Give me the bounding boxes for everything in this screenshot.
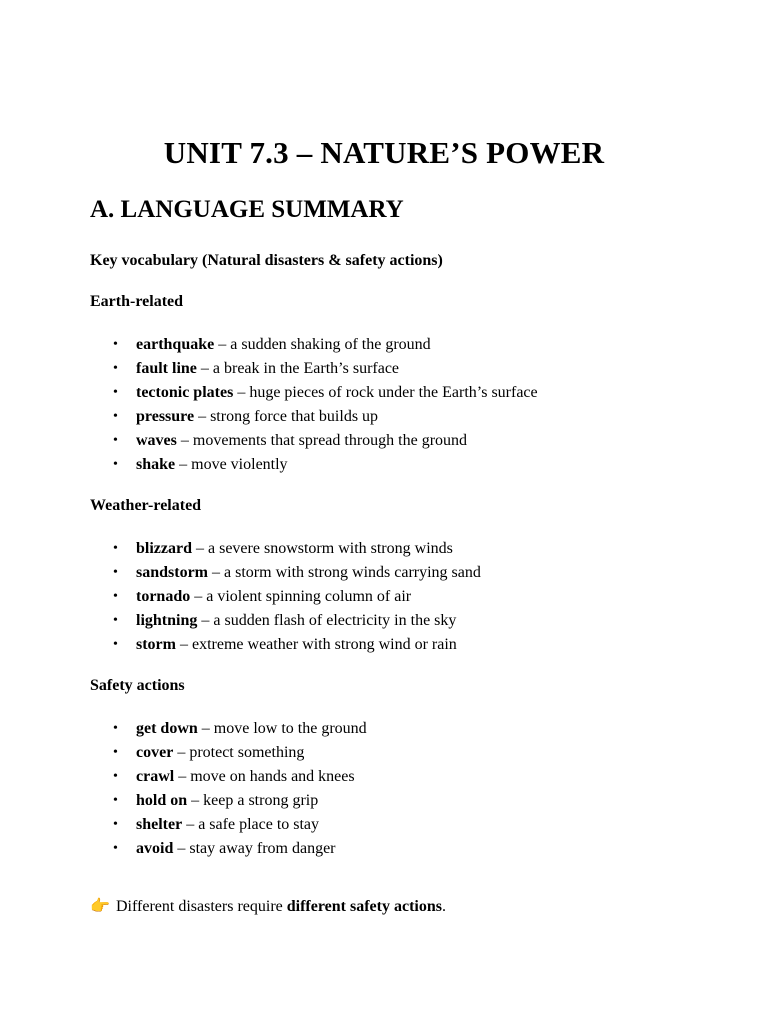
dash-separator: – xyxy=(182,816,199,833)
vocab-term: avoid xyxy=(136,840,174,857)
bullet-icon: • xyxy=(113,337,118,352)
list-item xyxy=(113,381,538,405)
bullet-icon: • xyxy=(113,433,118,448)
dash-separator: – xyxy=(190,588,207,605)
dash-separator: – xyxy=(173,744,190,761)
vocab-term: shelter xyxy=(136,816,183,833)
section-heading: A. LANGUAGE SUMMARY xyxy=(90,196,404,223)
vocab-definition: a severe snowstorm with strong winds xyxy=(208,540,453,557)
list-item xyxy=(113,837,367,861)
summary-note xyxy=(90,896,446,918)
bullet-icon: • xyxy=(113,721,118,736)
bullet-icon: • xyxy=(113,409,118,424)
vocab-definition: move low to the ground xyxy=(213,720,367,737)
bullet-icon: • xyxy=(113,589,118,604)
vocab-definition: keep a strong grip xyxy=(203,792,319,809)
dash-separator: – xyxy=(174,768,191,785)
vocab-term: cover xyxy=(136,744,174,761)
vocab-definition: a safe place to stay xyxy=(198,816,320,833)
list-item xyxy=(113,633,481,657)
dash-separator: – xyxy=(196,360,213,377)
pointing-hand-icon: 👉 xyxy=(90,898,110,915)
list-item xyxy=(113,609,481,633)
bullet-icon: • xyxy=(113,637,118,652)
vocab-definition: huge pieces of rock under the Earth’s surface xyxy=(249,384,538,401)
safety-actions-list xyxy=(113,717,367,861)
vocab-term: blizzard xyxy=(136,540,192,557)
list-item xyxy=(113,765,367,789)
bullet-icon: • xyxy=(113,385,118,400)
vocab-definition: strong force that builds up xyxy=(210,408,379,425)
bullet-icon: • xyxy=(113,541,118,556)
vocab-term: fault line xyxy=(136,360,197,377)
list-item xyxy=(113,789,367,813)
dash-separator: – xyxy=(175,456,192,473)
vocab-term: lightning xyxy=(136,612,198,629)
vocab-term: crawl xyxy=(136,768,175,785)
dash-separator: – xyxy=(197,720,214,737)
vocab-definition: a sudden flash of electricity in the sky xyxy=(213,612,457,629)
dash-separator: – xyxy=(176,432,193,449)
list-item xyxy=(113,717,367,741)
list-item xyxy=(113,405,538,429)
safety-actions-heading: Safety actions xyxy=(90,677,185,694)
weather-related-list xyxy=(113,537,481,657)
vocab-term: pressure xyxy=(136,408,195,425)
bullet-icon: • xyxy=(113,841,118,856)
bullet-icon: • xyxy=(113,769,118,784)
dash-separator: – xyxy=(197,612,214,629)
bullet-icon: • xyxy=(113,817,118,832)
list-item xyxy=(113,357,538,381)
vocab-term: tectonic plates xyxy=(136,384,234,401)
bullet-icon: • xyxy=(113,613,118,628)
list-item xyxy=(113,333,538,357)
dash-separator: – xyxy=(192,540,208,557)
bullet-icon: • xyxy=(113,457,118,472)
bullet-icon: • xyxy=(113,793,118,808)
vocab-term: storm xyxy=(136,636,176,653)
vocab-definition: protect something xyxy=(189,744,305,761)
vocab-definition: extreme weather with strong wind or rain xyxy=(191,636,457,653)
vocab-definition: a sudden shaking of the ground xyxy=(230,336,431,353)
weather-related-heading: Weather-related xyxy=(90,497,202,514)
vocab-definition: move violently xyxy=(191,456,288,473)
note-text-before: Different disasters require xyxy=(116,898,287,915)
vocab-term: tornado xyxy=(136,588,191,605)
vocab-definition: a violent spinning column of air xyxy=(206,588,412,605)
list-item xyxy=(113,537,481,561)
vocab-definition: a break in the Earth’s surface xyxy=(212,360,400,377)
list-item xyxy=(113,741,367,765)
vocab-term: get down xyxy=(136,720,198,737)
earth-related-heading: Earth-related xyxy=(90,293,184,310)
list-item xyxy=(113,813,367,837)
list-item xyxy=(113,453,538,477)
dash-separator: – xyxy=(208,564,225,581)
bullet-icon: • xyxy=(113,565,118,580)
dash-separator: – xyxy=(173,840,190,857)
vocab-definition: a storm with strong winds carrying sand xyxy=(224,564,481,581)
vocab-definition: stay away from danger xyxy=(189,840,336,857)
bullet-icon: • xyxy=(113,745,118,760)
note-text-bold: different safety actions xyxy=(286,898,442,915)
dash-separator: – xyxy=(233,384,250,401)
dash-separator: – xyxy=(194,408,211,425)
dash-separator: – xyxy=(214,336,231,353)
earth-related-list xyxy=(113,333,538,477)
dash-separator: – xyxy=(187,792,204,809)
key-vocabulary-heading: Key vocabulary (Natural disasters & safety actions) xyxy=(90,252,443,269)
list-item xyxy=(113,561,481,585)
vocab-definition: move on hands and knees xyxy=(190,768,355,785)
vocab-term: shake xyxy=(136,456,176,473)
bullet-icon: • xyxy=(113,361,118,376)
vocab-term: waves xyxy=(136,432,177,449)
vocab-term: sandstorm xyxy=(136,564,209,581)
list-item xyxy=(113,429,538,453)
dash-separator: – xyxy=(175,636,192,653)
vocab-term: hold on xyxy=(136,792,188,809)
vocab-term: earthquake xyxy=(136,336,215,353)
note-text-after: . xyxy=(441,898,446,915)
vocab-definition: movements that spread through the ground xyxy=(192,432,468,449)
page-title: UNIT 7.3 – NATURE’S POWER xyxy=(163,135,605,170)
list-item xyxy=(113,585,481,609)
